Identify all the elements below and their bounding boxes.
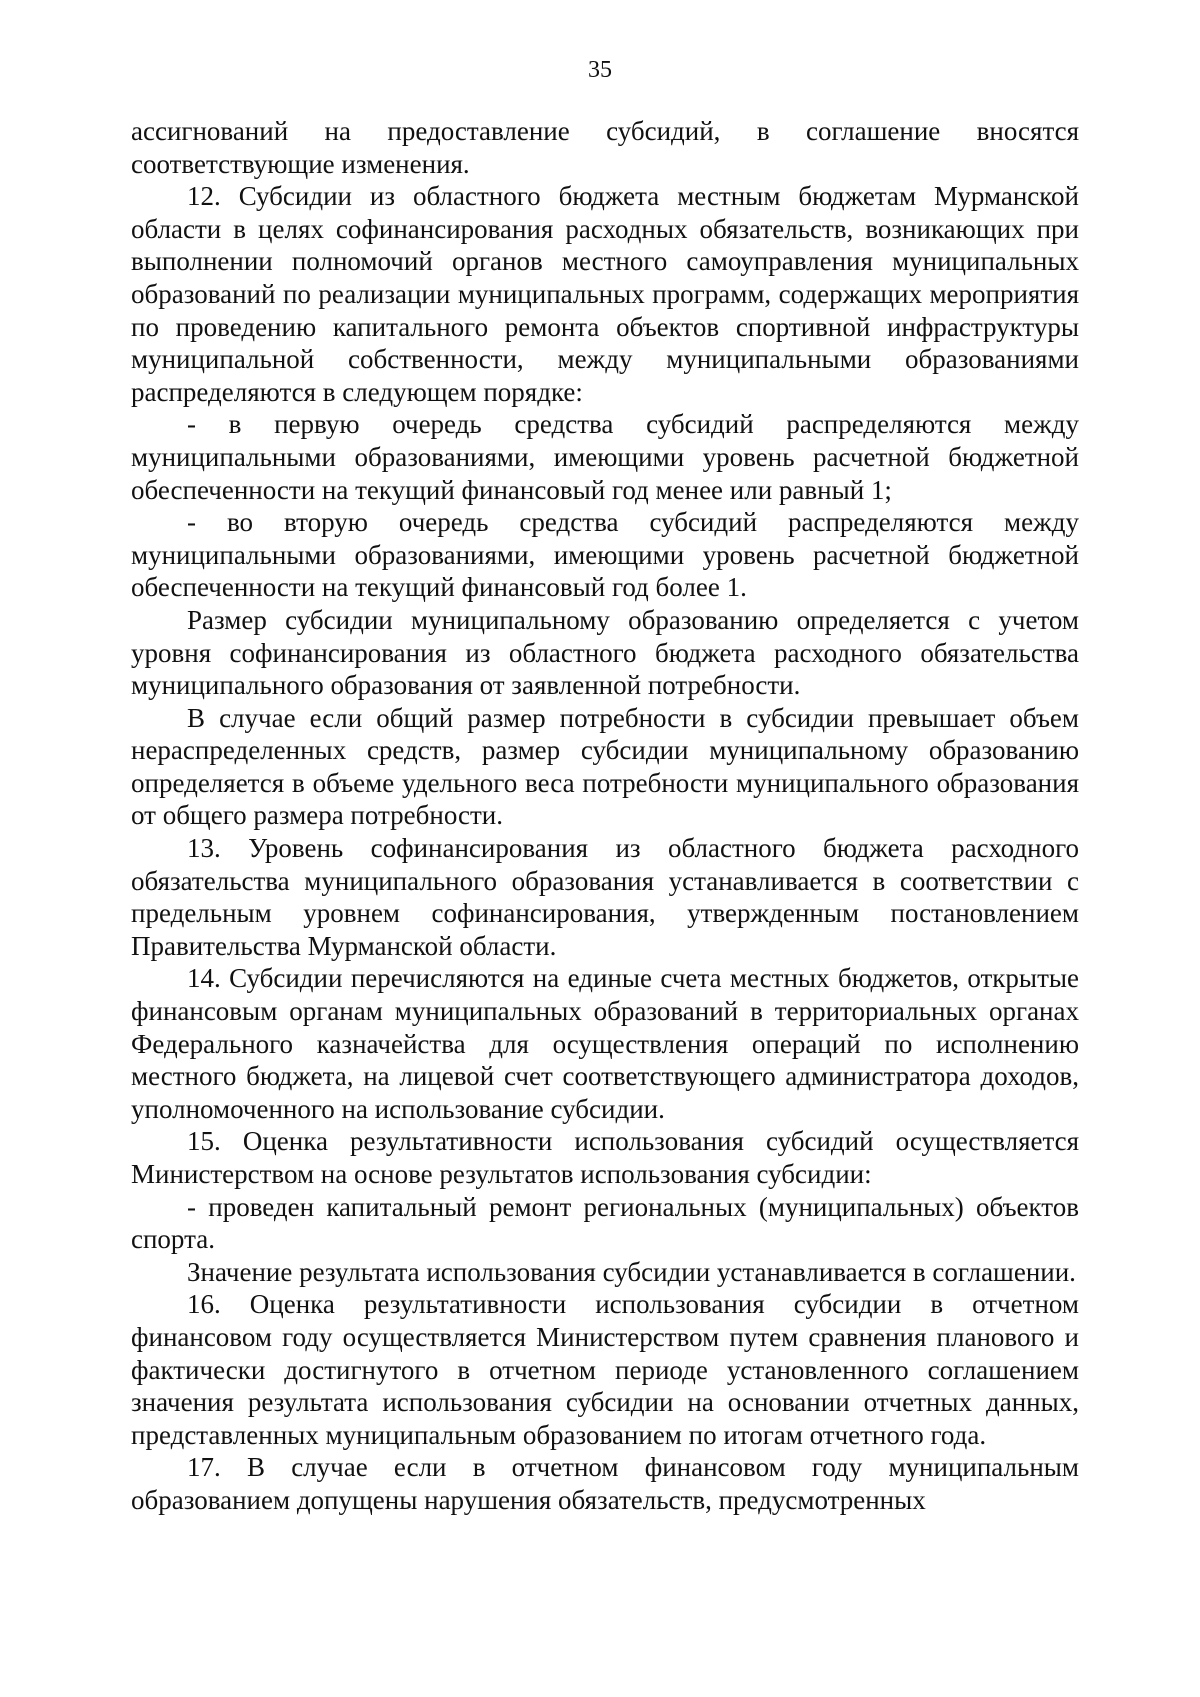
paragraph: ассигнований на предоставление субсидий, в соглашение вносятся соответствующие изменения. — [131, 116, 1079, 179]
list-item: - во вторую очередь средства субсидий распределяются между муниципальными образованиями, имеющими уровень расчетной бюджетной обеспеченности на текущий финансовый год более 1. — [131, 507, 1079, 603]
paragraph: 17. В случае если в отчетном финансовом году муниципальным образованием допущены нарушения обязательств, предусмотренных — [131, 1452, 1079, 1515]
paragraph: 15. Оценка результативности использования субсидий осуществляется Министерством на основе результатов использования субсидии: — [131, 1126, 1079, 1189]
paragraph: Значение результата использования субсидии устанавливается в соглашении. — [187, 1256, 1076, 1287]
list-item: - в первую очередь средства субсидий распределяются между муниципальными образованиями, имеющими уровень расчетной бюджетной обеспеченности на текущий финансовый год менее или равный 1; — [131, 409, 1079, 505]
list-item: - проведен капитальный ремонт региональных (муниципальных) объектов спорта. — [131, 1191, 1079, 1255]
paragraph: 16. Оценка результативности использования субсидии в отчетном финансовом году осуществляется Министерством путем сравнения планового и фактически достигнутого в отчетном периоде установленного соглашением значения результата использования субсидии на основании отчетных данных, представленных муниципальным образованием по итогам отчетного года. — [131, 1289, 1079, 1450]
document-body — [131, 115, 1079, 1517]
paragraph: В случае если общий размер потребности в субсидии превышает объем нераспределенных средств, размер субсидии муниципальному образованию определяется в объеме удельного веса потребности муниципального образования от общего размера потребности. — [131, 702, 1079, 831]
paragraph: 12. Субсидии из областного бюджета местным бюджетам Мурманской области в целях софинансирования расходных обязательств, возникающих при выполнении полномочий органов местного самоуправления муниципальных образований по реализации муниципальных программ, содержащих мероприятия по проведению капитального ремонта объектов спортивной инфраструктуры муниципальной собственности, между муниципальными образованиями распределяются в следующем порядке: — [131, 181, 1079, 407]
paragraph: 14. Субсидии перечисляются на единые счета местных бюджетов, открытые финансовым органам муниципальных образований в территориальных органах Федерального казначейства для осуществления операций по исполнению местного бюджета, на лицевой счет соответствующего администратора доходов, уполномоченного на использование субсидии. — [131, 963, 1079, 1124]
paragraph: Размер субсидии муниципальному образованию определяется с учетом уровня софинансирования из областного бюджета расходного обязательства муниципального образования от заявленной потребности. — [131, 604, 1079, 701]
page-number: 35 — [588, 57, 612, 83]
paragraph: 13. Уровень софинансирования из областного бюджета расходного обязательства муниципального образования устанавливается в соответствии с предельным уровнем софинансирования, утвержденным постановлением Правительства Мурманской области. — [131, 833, 1079, 961]
